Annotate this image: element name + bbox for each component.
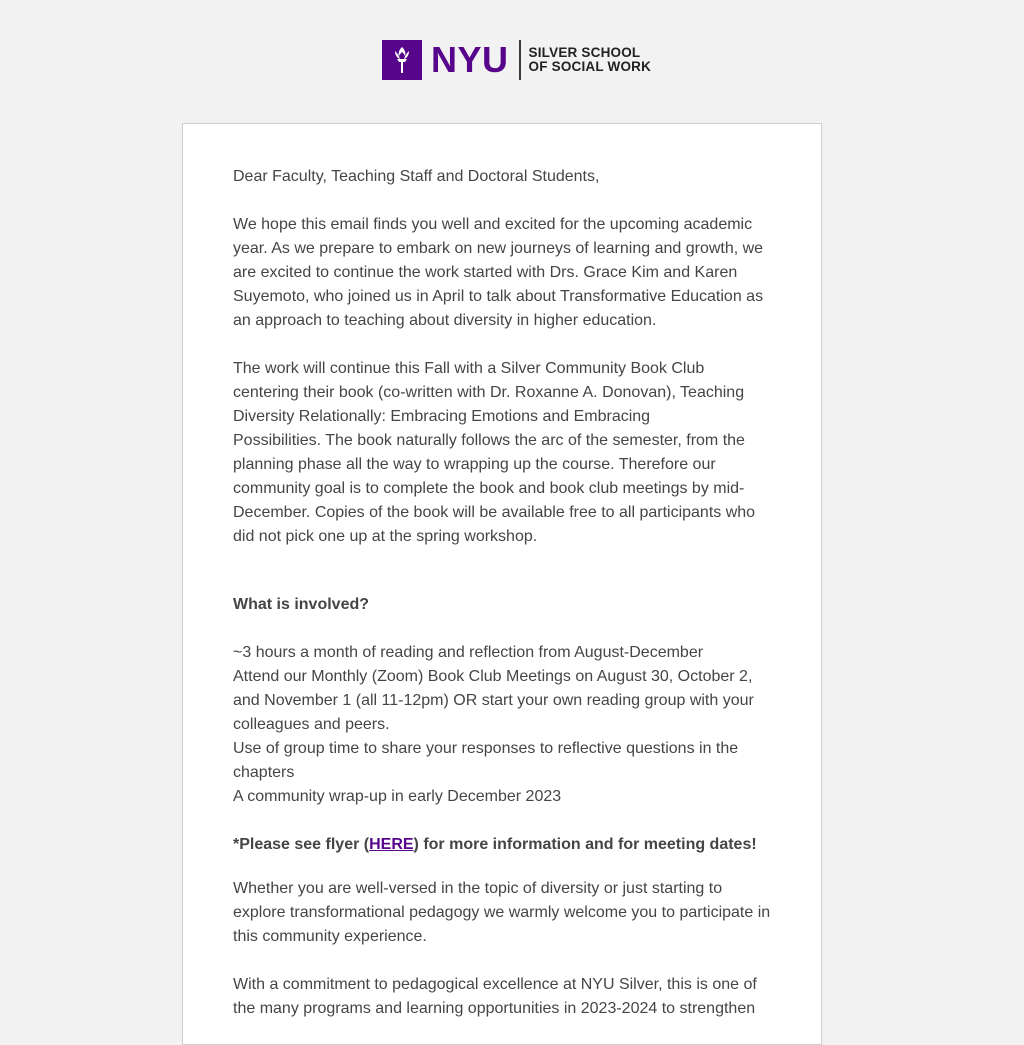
section-heading: What is involved? xyxy=(233,596,370,613)
list-item: Use of group time to share your responses to reflective questions in the chapters xyxy=(233,740,739,781)
flyer-note xyxy=(233,833,773,857)
flyer-link[interactable]: HERE xyxy=(369,836,414,853)
list-item: A community wrap-up in early December 2023 xyxy=(233,788,562,805)
logo-divider xyxy=(519,40,521,80)
school-name-line1: SILVER SCHOOL xyxy=(528,45,641,60)
email-body-card xyxy=(182,123,822,1045)
email-content xyxy=(233,165,773,1021)
brand-name: NYU xyxy=(431,39,509,80)
nyu-torch-icon xyxy=(382,40,422,80)
intro-paragraph: We hope this email finds you well and excited for the upcoming academic year. As we prepare to embark on new journeys of learning and growth, we are excited to continue the work started with Drs. Grace Kim and Karen Suyemoto, who joined us in April to talk about Transformative Education as an approach to teaching about diversity in higher education. xyxy=(233,216,764,329)
flyer-prefix: *Please see flyer ( xyxy=(233,836,370,853)
email-header-logo xyxy=(382,40,651,80)
flyer-suffix: ) for more information and for meeting dates! xyxy=(413,836,757,853)
welcome-paragraph: Whether you are well-versed in the topic of diversity or just starting to explore transformational pedagogy we warmly welcome you to participate in this community experience. xyxy=(233,880,771,945)
school-name xyxy=(529,46,652,74)
book-club-paragraph-line1: The work will continue this Fall with a Silver Community Book Club centering their book (co-written with Dr. Roxanne A. Donovan), Teaching Diversity Relationally: Embracing Emotions and Embracing xyxy=(233,360,745,425)
book-club-paragraph-line2: Possibilities. The book naturally follows the arc of the semester, from the planning phase all the way to wrapping up the course. Therefore our community goal is to complete the book and book club meetings by mid-December. Copies of the book will be available free to all participants who did not pick one up at the spring workshop. xyxy=(233,432,756,545)
list-item: Attend our Monthly (Zoom) Book Club Meetings on August 30, October 2, and November 1 (all 11-12pm) OR start your own reading group with your colleagues and peers. xyxy=(233,668,754,733)
list-item: ~3 hours a month of reading and reflection from August-December xyxy=(233,644,704,661)
commitment-paragraph: With a commitment to pedagogical excellence at NYU Silver, this is one of the many programs and learning opportunities in 2023-2024 to strengthen xyxy=(233,976,757,1017)
school-name-line2: OF SOCIAL WORK xyxy=(528,59,652,74)
greeting: Dear Faculty, Teaching Staff and Doctoral Students, xyxy=(233,168,600,185)
